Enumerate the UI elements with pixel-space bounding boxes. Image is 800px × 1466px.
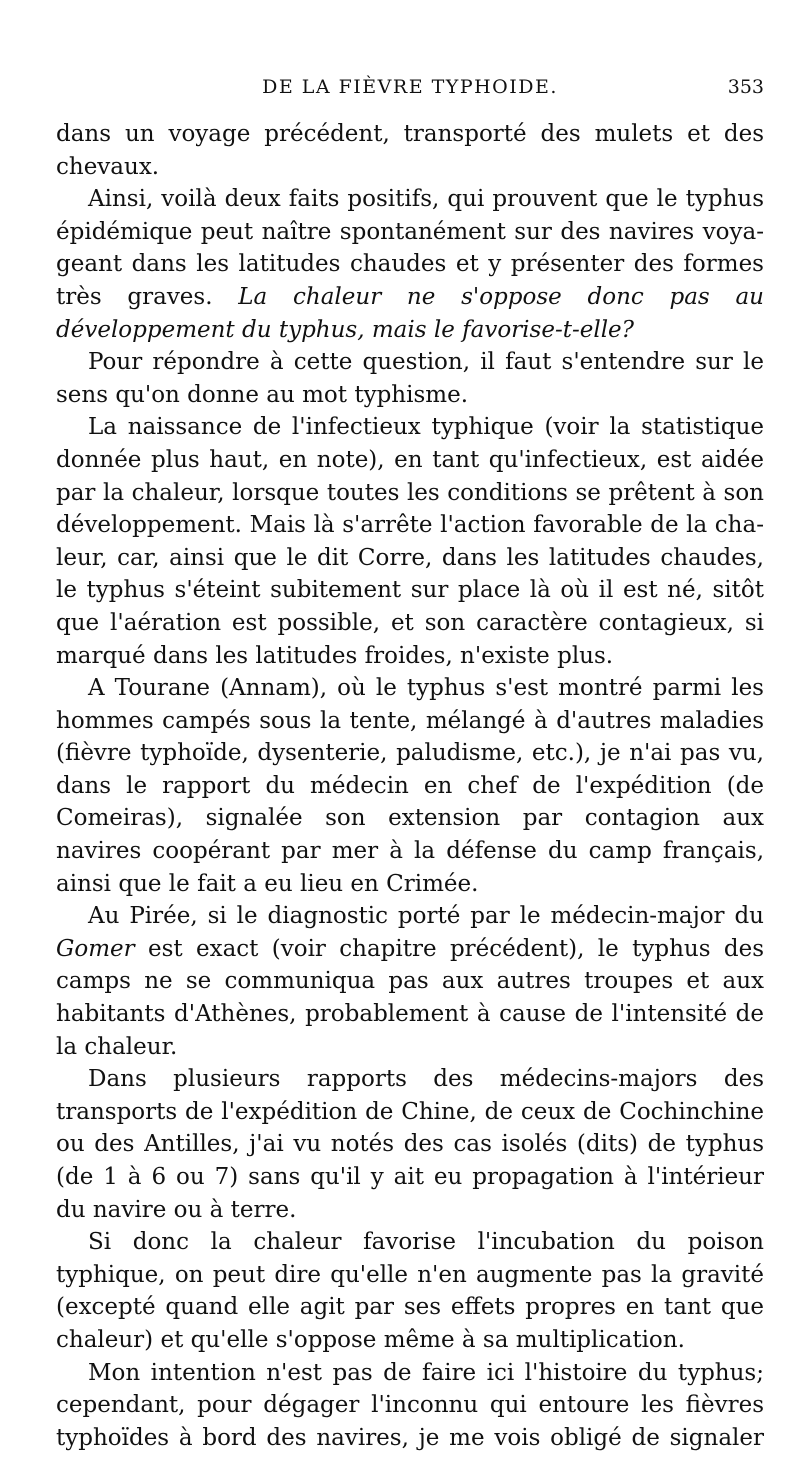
text-segment: Ainsi, voilà deux faits positifs, qui prouvent que le typhus épidémique peut naître spontanément sur des navires voyageant dans les latitudes chaudes et y présenter des formes très graves. bbox=[56, 186, 764, 310]
paragraph bbox=[56, 672, 764, 900]
running-head bbox=[56, 76, 764, 108]
text-segment: Au Pirée, si le diagnostic porté par le médecin-major du bbox=[88, 903, 764, 930]
text-segment: Mon intention n'est pas de faire ici l'histoire du typhus; cependant, pour dégager l'inconnu qui entoure les fièvres typhoïdes à bord des navires, je me vois obligé de signaler bbox=[56, 1359, 764, 1451]
paragraph bbox=[56, 183, 764, 346]
text-segment: est exact (voir chapitre précédent), le typhus des camps ne se communiqua pas aux autres troupes et aux habitants d'Athènes, probablement à cause de l'intensité de la chaleur. bbox=[56, 935, 764, 1060]
page-number: 353 bbox=[727, 76, 764, 98]
italic-segment: Gomer bbox=[56, 935, 135, 962]
text-segment: A Tourane (Annam), où le typhus s'est montré parmi les hommes campés sous la tente, mélangé à d'autres maladies (fièvre typhoïde, dysenterie, paludisme, etc.), je n'ai pas vu, dans le rapport du médecin en chef de l'expédition (de Comeiras), signalée son extension par contagion aux navires coopérant par mer à la défense du camp français, ainsi que le fait a eu lieu en Crimée. bbox=[56, 675, 764, 897]
text-segment: Dans plusieurs rapports des médecins-majors des transports de l'expédition de Chine, de ceux de Cochinchine ou des Antilles, j'ai vu notés des cas isolés (dits) de typhus (de 1 à 6 ou 7) sans qu'il y ait eu propagation à l'intérieur du navire ou à terre. bbox=[56, 1066, 764, 1223]
text-segment: dans un voyage précédent, transporté des mulets et des chevaux. bbox=[56, 121, 764, 180]
paragraph bbox=[56, 411, 764, 672]
text-segment: Pour répondre à cette question, il faut s'entendre sur le sens qu'on donne au mot typhisme. bbox=[56, 349, 764, 408]
paragraph bbox=[56, 1226, 764, 1356]
paragraph bbox=[56, 1357, 764, 1455]
paragraph bbox=[56, 118, 764, 183]
text-segment: Si donc la chaleur favorise l'incubation du poison typhique, on peut dire qu'elle n'en augmente pas la gravité (excepté quand elle agit par ses effets propres en tant que chaleur) et qu'elle s'oppose même à sa multiplication. bbox=[56, 1229, 764, 1353]
running-title: DE LA FIÈVRE TYPHOIDE. bbox=[262, 76, 558, 98]
italic-segment: La chaleur ne s'oppose donc pas au développement du typhus, mais le favorise-t-elle? bbox=[56, 283, 764, 343]
paragraph bbox=[56, 346, 764, 411]
paragraph bbox=[56, 900, 764, 1063]
body-text bbox=[56, 118, 764, 1454]
text-segment: La naissance de l'infectieux typhique (voir la statistique donnée plus haut, en note), en tant qu'infectieux, est aidée par la chaleur, lorsque toutes les conditions se prêtent à son développement. Mais là s'arrête l'action favorable de la chaleur, car, ainsi que le dit Corre, dans les latitudes chaudes, le typhus s'éteint subitement sur place là où il est né, sitôt que l'aération est possible, et son caractère contagieux, si marqué dans les latitudes froides, n'existe plus. bbox=[56, 414, 764, 669]
paragraph bbox=[56, 1063, 764, 1226]
